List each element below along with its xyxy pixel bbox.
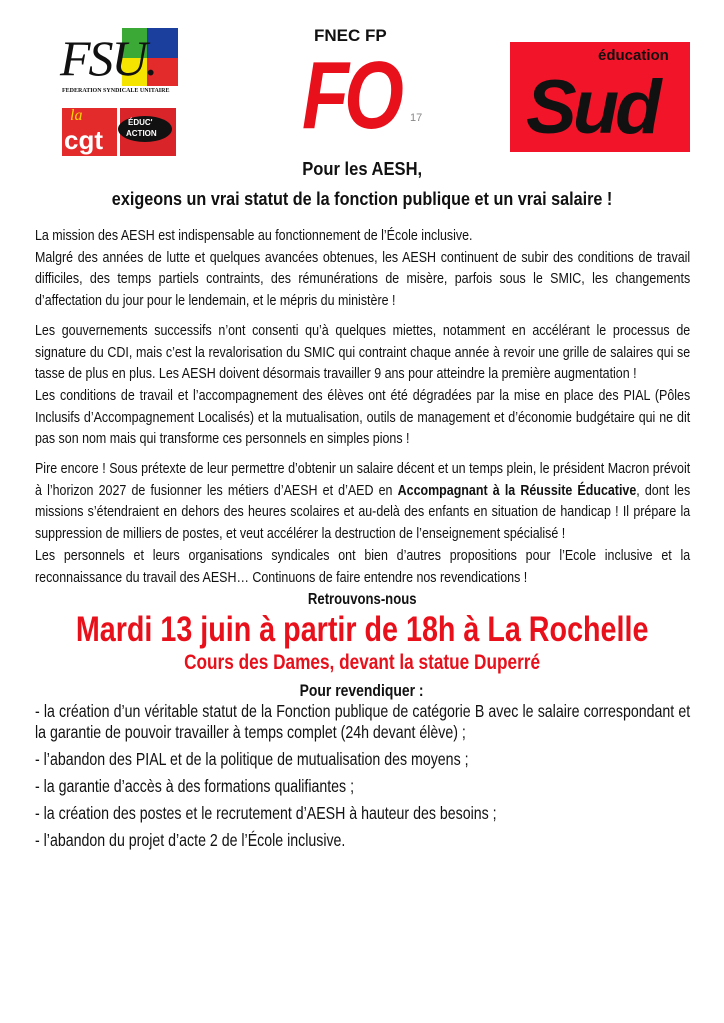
fsu-logo-subtitle: FEDERATION SYNDICALE UNITAIRE [62,88,170,94]
main-content [35,225,690,856]
fo-logo-top: FNEC FP [314,26,387,45]
event-date-location: Mardi 13 juin à partir de 18h à La Rochelle [75,610,649,650]
event-place: Cours des Dames, devant la statue Duperré [183,651,541,675]
list-item: - la garantie d’accès à des formations qualifiantes ; [35,776,355,797]
list-item: - la création d’un véritable statut de la Fonction publique de catégorie B avec le salaire correspondant et la garantie de pouvoir travailler à temps complet (24h devant élève) ; [35,701,691,743]
paragraph-3: Pire encore ! Sous prétexte de leur permettre d’obtenir un salaire décent et un temps plein, le président Macron prévoit à l’horizon 2027 de fusionner les métiers d’AESH et d’AED en Accompagnant à la Réussite Éducative, dont les missions s’étendraient en dehors des heures scolaires et au-delà des enfants en situation de handicap ! Il prépare la suppression de milliers de postes, et veut accélérer la destruction de l’enseignement spécialisé ! Les personnels et leurs organisations syndicales ont bien d’autres propositions pour l’Ecole inclusive et la reconnaissance du travail des AESH… Continuons de faire entendre nos revendications ! [35,460,691,586]
fo-logo-main: FO [302,42,400,149]
sud-logo-top: éducation [598,47,669,64]
title-line-2: exigeons un vrai statut de la fonction publique et un vrai salaire ! [111,189,613,209]
paragraph-2: Les gouvernements successifs n’ont consenti qu’à quelques miettes, notamment en accélérant le processus de signature du CDI, mais c’est la revalorisation du SMIC qui contraint chaque année à revoir une grille de salaires qui se tasse de plus en plus. Les AESH doivent désormais travailler 9 ans pour atteindre la première augmentation ! Les conditions de travail et l’accompagnement des élèves ont été dégradées par la mise en place des PIAL (Pôles Inclusifs d’Accompagnement Localisés) et la mutualisation, outils de management et d’économie budgétaire qui ne dit pas son nom mais qui transforme ces personnels en simples pions ! [35,321,691,448]
sud-education-logo [510,42,690,152]
title-line-1: Pour les AESH, [302,159,422,179]
demands-heading: Pour revendiquer : [300,681,424,701]
fsu-logo-text: FSU. [60,30,157,86]
educ-text: ÉDUC' [128,118,153,127]
paragraph-1: La mission des AESH est indispensable au fonctionnement de l’École inclusive. Malgré des années de lutte et quelques avancées obtenues, les AESH continuent de subir des conditions de travail difficiles, des temps partiels contraints, des rémunérations de misère, parfois sous le SMIC, les changements d’affectation du jour pour le lendemain, et le mépris du ministère ! [35,227,691,310]
ared-term: Accompagnant à la Réussite Éducative [397,481,637,499]
cgt-la-text: la [70,107,83,124]
sud-logo-main: Sud [526,65,658,150]
action-text: ACTION [126,129,157,138]
fo-logo [300,26,425,149]
demands-list [35,701,690,851]
event-intro: Retrouvons-nous [307,591,417,609]
list-item: - l’abandon du projet d’acte 2 de l’École inclusive. [35,829,346,850]
list-item: - l’abandon des PIAL et de la politique de mutualisation des moyens ; [35,749,469,770]
fsu-logo [60,28,182,98]
fo-logo-number: 17 [410,112,423,124]
cgt-text: cgt [64,125,103,155]
cgt-educaction-logo [62,108,176,156]
list-item: - la création des postes et le recrutement d’AESH à hauteur des besoins ; [35,802,497,823]
